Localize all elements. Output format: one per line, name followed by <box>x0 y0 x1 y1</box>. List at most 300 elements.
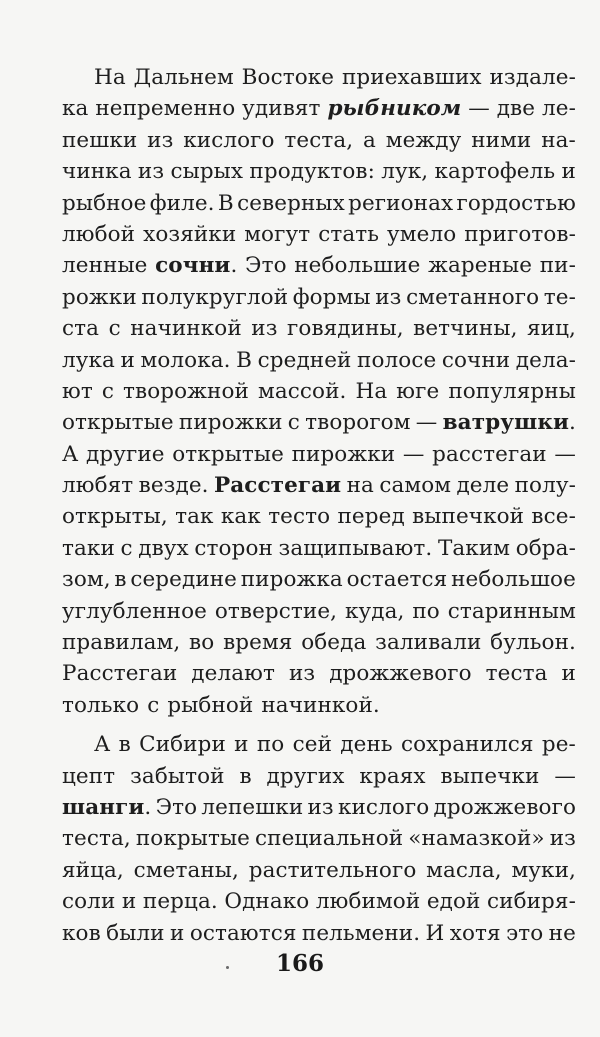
word-text: пирожки <box>178 410 283 436</box>
word <box>294 250 420 281</box>
word-text: ле- <box>541 96 576 122</box>
punctuation: . <box>144 794 152 820</box>
word <box>130 313 242 344</box>
word <box>62 407 174 438</box>
word-text: как <box>220 504 261 530</box>
word <box>544 282 576 313</box>
word-text: старинным <box>447 598 576 624</box>
text-line <box>62 690 576 721</box>
word <box>134 855 239 886</box>
word <box>147 125 173 156</box>
text-line <box>62 918 576 949</box>
word-text: — <box>415 410 438 436</box>
word <box>62 886 115 917</box>
word <box>138 533 189 564</box>
bold-term: шанги <box>62 794 145 820</box>
word-text: рыбное <box>62 190 147 216</box>
word <box>139 729 226 760</box>
word <box>179 407 283 438</box>
word-text: в <box>114 567 127 593</box>
word-text: ре- <box>541 732 576 758</box>
word <box>175 501 213 532</box>
word-text: растительного <box>248 857 417 883</box>
word-text: и <box>121 889 137 915</box>
word <box>109 313 121 344</box>
word <box>62 564 111 595</box>
text-line <box>62 188 576 219</box>
word-text: северных <box>237 190 345 216</box>
word-text: ста <box>62 316 100 342</box>
text-line <box>62 250 576 281</box>
word-text: сторон <box>194 535 273 561</box>
bold-term: сочни <box>155 253 231 279</box>
word <box>62 125 137 156</box>
word-text: забытой <box>130 763 225 789</box>
word <box>183 125 274 156</box>
word-text: полосе <box>357 347 437 373</box>
word-text: перца. <box>142 889 218 915</box>
word-text: две <box>496 96 536 122</box>
word-text: средней <box>257 347 352 373</box>
word-text: полу- <box>514 473 576 499</box>
word <box>134 62 234 93</box>
word-text: Востоке <box>241 65 335 90</box>
word-text: приготов- <box>464 221 576 247</box>
word-text: «намазкой» <box>408 826 545 852</box>
word-text: теста, <box>62 826 131 852</box>
word-text: молока. <box>140 347 231 373</box>
word-text: лука <box>62 347 115 373</box>
word <box>432 439 547 470</box>
word-text: А <box>62 441 79 467</box>
word <box>456 470 509 501</box>
word <box>268 501 330 532</box>
word <box>201 792 303 823</box>
word <box>62 596 207 627</box>
word <box>359 761 425 792</box>
word <box>95 93 235 124</box>
word <box>155 250 237 281</box>
word <box>62 188 146 219</box>
word <box>401 729 534 760</box>
word-text: с <box>287 410 300 436</box>
word-text: пи- <box>539 253 576 279</box>
word-text: между <box>385 127 462 153</box>
print-speck <box>226 966 229 969</box>
word-text: хотя <box>449 920 501 946</box>
word-text: те- <box>543 284 576 310</box>
word-text: творожной <box>123 378 249 404</box>
text-line <box>62 564 576 595</box>
word <box>412 596 439 627</box>
word <box>261 690 379 721</box>
word-text: ков <box>62 920 101 946</box>
word-text: яйца, <box>62 857 124 883</box>
word <box>86 439 165 470</box>
word-text: Сибири <box>139 732 226 758</box>
word <box>516 345 576 376</box>
word <box>347 470 374 501</box>
word-text: правилам, <box>62 630 181 656</box>
word-text: по <box>256 732 285 758</box>
word <box>242 93 320 124</box>
word <box>442 345 510 376</box>
word-text: На <box>355 378 388 404</box>
word-text: приехавших <box>341 65 482 90</box>
word-text: покрытые <box>135 826 250 852</box>
word <box>345 596 404 627</box>
word <box>511 855 575 886</box>
word-text: едой <box>426 889 481 915</box>
word-text: лепешки <box>201 794 304 820</box>
word-text: кислого <box>337 794 430 820</box>
word <box>224 886 309 917</box>
word-text: И <box>425 920 445 946</box>
word-text: с <box>120 535 133 561</box>
word <box>214 470 341 501</box>
word <box>287 313 404 344</box>
word <box>302 918 420 949</box>
text-line <box>62 501 576 532</box>
word <box>244 219 310 250</box>
word-text: и <box>170 920 185 946</box>
word-text: В <box>217 190 234 216</box>
word <box>121 533 133 564</box>
word <box>267 761 345 792</box>
word <box>506 918 543 949</box>
word <box>348 188 453 219</box>
word-text: и <box>120 347 135 373</box>
word-text: теста <box>485 661 548 687</box>
word-text: начинкой <box>130 316 242 342</box>
word <box>471 125 531 156</box>
word-text: Однако <box>224 889 310 915</box>
word <box>289 658 315 689</box>
word <box>62 533 115 564</box>
word-text: жареные <box>428 253 533 279</box>
text-line <box>62 855 576 886</box>
word <box>119 729 131 760</box>
text-line <box>62 596 576 627</box>
word-text: продуктов: <box>249 159 375 185</box>
word-text: других <box>266 763 345 789</box>
word <box>340 729 392 760</box>
word <box>293 282 371 313</box>
word-text: Это <box>155 794 198 820</box>
word-text: из <box>288 661 316 687</box>
word-text: сметаны, <box>133 857 239 883</box>
word <box>438 533 510 564</box>
word-text: из <box>251 316 278 342</box>
body-text <box>62 62 576 949</box>
word <box>62 627 180 658</box>
word <box>363 125 376 156</box>
word <box>62 690 139 721</box>
word <box>527 313 576 344</box>
word-text: сырых <box>170 159 244 185</box>
word-text: Таким <box>437 535 511 561</box>
word-text: тесто <box>268 504 331 530</box>
word <box>416 407 438 438</box>
word <box>62 282 137 313</box>
word-text: рыбной <box>167 692 254 718</box>
word-text: с <box>147 692 160 718</box>
word-text: небольшие <box>294 253 421 279</box>
word-text: сметанного <box>406 284 540 310</box>
text-line <box>62 792 576 823</box>
word <box>387 219 456 250</box>
word-text: выпечки <box>440 763 540 789</box>
word-text: по <box>412 598 440 624</box>
word <box>143 219 236 250</box>
word <box>147 690 159 721</box>
word <box>375 282 401 313</box>
word-text: дела- <box>515 347 576 373</box>
word-text: середине <box>130 567 238 593</box>
word <box>540 250 576 281</box>
word-text: В <box>236 347 253 373</box>
word <box>62 792 151 823</box>
word <box>215 596 337 627</box>
word <box>549 918 576 949</box>
word-text: отверстие, <box>214 598 338 624</box>
word <box>143 886 218 917</box>
word-text: с <box>101 378 114 404</box>
text-line <box>62 439 576 470</box>
word-text: только <box>62 692 140 718</box>
word <box>251 313 277 344</box>
word-text: во <box>189 630 215 656</box>
word-text: остается <box>346 567 448 593</box>
word <box>406 282 539 313</box>
word-text: день <box>340 732 393 758</box>
word <box>457 188 576 219</box>
word <box>62 439 78 470</box>
word <box>434 792 576 823</box>
word <box>448 596 576 627</box>
text-line <box>62 345 576 376</box>
word-text: ветчины, <box>413 316 518 342</box>
word <box>292 439 396 470</box>
word-text: другие <box>86 441 165 467</box>
word <box>450 918 501 949</box>
word <box>141 282 288 313</box>
word-text: из <box>307 794 334 820</box>
word <box>62 313 99 344</box>
word <box>408 823 544 854</box>
word-text: защипывают. <box>278 535 433 561</box>
word <box>426 855 502 886</box>
word <box>486 658 548 689</box>
word-text: специальной <box>255 826 404 852</box>
word-text: сочни <box>441 347 511 373</box>
word-text: масла, <box>426 857 502 883</box>
word-text: пешки <box>62 127 138 153</box>
word <box>386 125 462 156</box>
word-text: из <box>147 127 174 153</box>
word-text: перед <box>337 504 405 530</box>
word <box>305 407 410 438</box>
word-text: гордостью <box>456 190 576 216</box>
word <box>141 345 231 376</box>
word <box>468 93 490 124</box>
word <box>293 729 332 760</box>
word-text: ка <box>62 96 89 122</box>
word-text: и <box>561 661 576 687</box>
word <box>170 156 243 187</box>
word-text: остаются <box>189 920 297 946</box>
word <box>130 564 237 595</box>
text-line <box>62 313 576 344</box>
word <box>347 564 448 595</box>
word <box>136 823 250 854</box>
word-text: теста, <box>284 127 354 153</box>
word-text: время <box>223 630 293 656</box>
word <box>550 823 576 854</box>
word-text: яиц, <box>527 316 576 342</box>
word <box>242 62 334 93</box>
word-text: издале- <box>489 65 576 90</box>
word-text: филе. <box>149 190 215 216</box>
word <box>316 886 420 917</box>
word-text: пирожка <box>240 567 343 593</box>
word-text: а <box>363 127 376 153</box>
word <box>327 93 461 124</box>
word <box>554 761 576 792</box>
word-text: творогом <box>305 410 411 436</box>
word <box>490 627 576 658</box>
word-text: на <box>346 473 374 499</box>
word <box>307 792 333 823</box>
word <box>412 501 524 532</box>
word-text: Дальнем <box>133 65 234 90</box>
word-text: делают <box>191 661 275 687</box>
punctuation: . <box>230 253 238 279</box>
word-text: юге <box>396 378 440 404</box>
word <box>239 761 251 792</box>
word <box>62 250 147 281</box>
word <box>194 533 273 564</box>
word-text: в <box>118 732 131 758</box>
word-text: обеда <box>301 630 367 656</box>
word <box>541 125 576 156</box>
word <box>318 219 379 250</box>
text-line <box>62 470 576 501</box>
word-text: Расстегаи <box>62 661 178 687</box>
word-text: и <box>234 732 249 758</box>
word <box>62 918 101 949</box>
word-text: регионах <box>348 190 454 216</box>
word <box>542 93 576 124</box>
word <box>62 761 115 792</box>
word-text: формы <box>292 284 371 310</box>
word-text: дрожжевого <box>433 794 576 820</box>
word-text: цепт <box>62 763 116 789</box>
word-text: полукруглой <box>141 284 289 310</box>
text-line <box>62 407 576 438</box>
word-text: ленные <box>62 253 148 279</box>
bold-term: Расстегаи <box>213 473 342 499</box>
word <box>62 156 132 187</box>
word <box>94 729 110 760</box>
text-line <box>62 62 576 93</box>
word-text: из <box>375 284 402 310</box>
word <box>284 125 353 156</box>
word <box>342 62 482 93</box>
word-text: сей <box>292 732 333 758</box>
word <box>139 470 209 501</box>
word <box>562 658 576 689</box>
word-text: любимой <box>315 889 421 915</box>
word <box>448 376 576 407</box>
word-text: небольшое <box>451 567 576 593</box>
word-text: в <box>239 763 252 789</box>
word <box>102 376 114 407</box>
word-text: — <box>554 441 576 467</box>
word-text: двух <box>138 535 189 561</box>
word <box>413 313 517 344</box>
text-line <box>62 125 576 156</box>
word <box>123 376 249 407</box>
word <box>223 627 292 658</box>
word <box>62 855 124 886</box>
word <box>62 219 135 250</box>
word-text: везде. <box>138 473 209 499</box>
word <box>379 470 451 501</box>
word <box>451 564 576 595</box>
word <box>221 501 261 532</box>
word <box>338 792 429 823</box>
word-text: — <box>402 441 425 467</box>
word-text: умело <box>387 221 457 247</box>
word <box>554 439 576 470</box>
word-text: рожки <box>62 284 137 310</box>
word <box>150 188 215 219</box>
word <box>357 345 436 376</box>
emphasized-term: рыбником <box>327 96 462 122</box>
word-text: чинка <box>62 159 132 185</box>
word-text: кислого <box>183 127 275 153</box>
word-text: говядины, <box>287 316 404 342</box>
word <box>329 658 471 689</box>
text-line <box>62 93 576 124</box>
word-text: любой <box>62 221 136 247</box>
word-text: на- <box>541 127 576 153</box>
word <box>487 886 576 917</box>
text-line <box>62 729 576 760</box>
word-text: пирожки <box>291 441 396 467</box>
text-line <box>62 658 576 689</box>
word <box>443 407 576 438</box>
word-text: лук, <box>381 159 429 185</box>
word <box>245 250 287 281</box>
word-text: Это <box>245 253 287 279</box>
word <box>62 93 88 124</box>
word-text: А <box>94 732 111 758</box>
word <box>190 918 297 949</box>
word <box>428 250 532 281</box>
word-text: зом, <box>62 567 111 593</box>
word-text: начинкой. <box>261 692 380 718</box>
word-text: открыты, <box>62 504 168 530</box>
word <box>396 376 439 407</box>
word <box>138 156 164 187</box>
word-text: пельмени. <box>301 920 421 946</box>
text-line <box>62 376 576 407</box>
word <box>170 918 184 949</box>
text-line <box>62 219 576 250</box>
paragraph <box>62 729 576 949</box>
